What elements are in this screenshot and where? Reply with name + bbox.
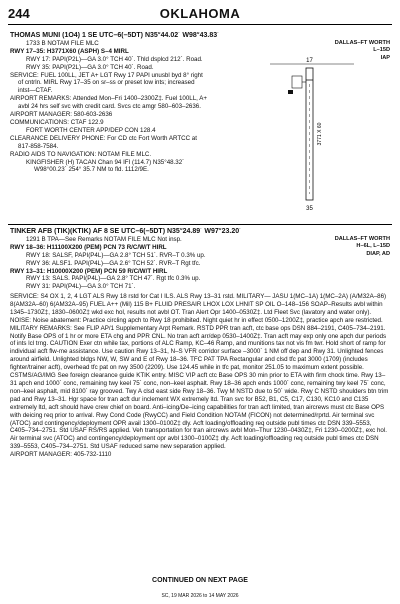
chart-ref: L–15D	[373, 47, 390, 54]
runway-line: RWY 17–35: H3771X60 (ASPH) S–4 MIRL	[10, 47, 129, 55]
building	[288, 90, 293, 94]
airport-title: TINKER AFB (TIK)(KTIK) AF 8 SE UTC–6(–5DT) N35°24.89´ W97°23.20´	[10, 228, 242, 235]
runway-end: RWY 36: ALSF1. PAPI(P4L)—GA 2.6° TCH 52´. RVR–T Rgt tfc.	[26, 259, 201, 267]
entry-separator	[8, 224, 392, 225]
remarks-line: AIRPORT REMARKS: Attended Mon–Fri 1400–2300Z‡. Fuel 100LL, A+	[10, 95, 208, 103]
airport-diagram	[268, 54, 356, 214]
elevation-line: 1291 B TPA—See Remarks NOTAM FILE MLC Not insp.	[26, 235, 182, 243]
state-title: OKLAHOMA	[159, 6, 241, 21]
apron	[292, 76, 302, 88]
comm-line: COMMUNICATIONS: CTAF 122.9	[10, 118, 104, 126]
navaid-line: W98°00.23´ 254° 35.7 NM to fld. 1112/9E.	[34, 166, 149, 174]
comm-line: FORT WORTH CENTER APP/DEP CON 128.4	[26, 126, 156, 134]
service-line: SERVICE: FUEL 100LL, JET A+ LGT Rwy 17 PAPI unusbl byd 8° right	[10, 71, 203, 79]
service-paragraph: SERVICE: S4 OX 1, 2, 4 LGT ALS Rwy 18 rstd for Cat I ILS. ALS Rwy 13–31 rstd. MILITARY— JASU 1(MC–1A) 1(MC–2A) (A/M32A–86) 8(AM32A–60) 6(AM32A–95) FUEL A++ (Mil) 115 B+ FLUID PRESAIR LHOX LOX LHNIT SP OIL O–148–156 SOAP–Results avbl within 1345–1730Z‡, 1830–0600Z‡ wkd exc hol, results not avbl OT. Tran Alert Opr 1400–0530Z‡. Ltd Fleet Svc (lavatory and water only).	[10, 293, 387, 316]
service-line: of cntrln. MIRL Rwy 17–35 on sr–ss or preset low ints; increased	[18, 79, 195, 87]
runway-line: RWY 18–36: H11100X200 (PEM) PCN 73 R/C/W/T HIRL	[10, 243, 167, 251]
runway-number-35: 35	[306, 206, 313, 212]
runway-end: RWY 13: SALS. PAPI(P4L)—GA 2.8° TCH 47´. Rgt tfc 0.3% up.	[26, 275, 201, 283]
chart-ref: DIAP, AD	[366, 250, 390, 257]
elevation-line: 1733 B NOTAM FILE MLC	[26, 39, 99, 47]
military-remarks-paragraph: MILITARY REMARKS: See FLIP AP/1 Supplementary Arpt Remark. RSTD PPR tran acft, ctc base ops DSN 884–2191, C405–734–2191. Notify Base OPS of 1 hr or more ETA chg and PPR CNL. No tran acft arr/dep 0530–1400Z‡. Tran acft may exp only one apch dur periods of ints lcl trng. CAUTION Exer ctn while tax, portions of ALC Ramp, KC–46 Ramp, and munitions tax not vis fm twr. Hold short of ramp for individual acft flw-me assistance. Use caution Rwy 13–31, N–S VFR corridor surface –3000´ 1 NM off dep and Rwy 31. Unlighted fences around airfield. Unlighted bldgs NW, W, SW and E of Rwy 18–36. TFC PAT TPA Rectangular and clsd tfc pat 3000 (1709) (includes fighter/trainer acft), overhead tfc pat on rwy 3500 (2209). Use 124.45 while in tfc pat, monitor 251.05 to maximum extent possible. CSTMS/AG/IMG See foreign clearance guide KTIK entry. MISC VIP acft ctc Base OPS 30 min prior to ETA with firm chock time. Rwy 13–31 apch end 1000´ conc, remaining twy keel 75´ conc, non–keel asphalt. Rwy 18–36 apch ends 1000´ conc, remaining twy keel 75´ conc, non–keel asphalt, mid 8100´ ray grooved. Twy A clsd east side Rwy 18–36. Twy M NSTD due to 50´ wide. Rwy C NSTD shoulders btn trim pad and Rwy 13–31. Hgr space for tran acft dur inclement WX extremely ltd. Tran svc for B52, B1, C5, C17, C130, KC10 and C135 extremely ltd, acft should have crew chief on board. Anti–icing/De–icing capabilities for tran acft limited, tran aircrews must ctc Base OPS with deicing req prior to arrival. Rwy Cond Code (RwyCC) and Field Condition NOTAM (FICON) not determined/rprtd. Air terminal svc (ATOC) and contingency/deployment OPR avail 1300–0100Z‡ dly. Acft loading/offloading req outside publ times ctc DSN 339–5553, C405–734–2751. Std USAF RS/RS applied. Veh transportation for tran aircrews avbl Mon–Thur 1230–0430Z‡, Fri 1230–0200Z‡, exc hol. Air terminal svc (ATOC) and contingency/deployment opr avbl 1300–0100Z‡ dly. Acft loading/offloading req outside publ times ctc DSN 339–5553, C405–734–2751. Std USAF reduced same new separation applied.	[10, 324, 389, 451]
navaid-line: RADIO AIDS TO NAVIGATION: NOTAM FILE MLC.	[10, 150, 152, 158]
manager-line: AIRPORT MANAGER: 405-732-1110	[10, 451, 112, 459]
remarks-line: avbl 24 hrs self svc with credit card. Svcs ctc amgr 580–603–2636.	[18, 103, 201, 111]
chart-ref: DALLAS–FT WORTH	[334, 40, 390, 46]
runway-line: RWY 13–31: H10000X200 (PEM) PCN 59 R/C/W/T HIRL	[10, 267, 168, 275]
noise-paragraph: NOISE: Noise abatement: Practice circling apch to Rwy 18 prohibited. Night quiet hr in effect 0500–1200Z‡, practice apch are restricted.	[10, 316, 383, 324]
runway-dimensions: 3771 X 60	[317, 122, 323, 146]
clearance-line: CLEARANCE DELIVERY PHONE: For CD ctc Fort Worth ARTCC at	[10, 134, 197, 142]
effective-dates: SC, 19 MAR 2026 to 14 MAY 2026	[161, 593, 239, 599]
navaid-line: KINGFISHER (H) TACAN Chan 94 IFI (114.7) N35°48.32´	[26, 158, 185, 166]
thomas-muni-entry	[10, 32, 268, 174]
airport-title: THOMAS MUNI (1O4) 1 SE UTC–6(–5DT) N35°44.02´ W98°43.83´	[10, 32, 220, 39]
page-header	[8, 6, 392, 26]
clearance-line: 817-858-7584.	[18, 142, 59, 150]
runway-end: RWY 17: PAPI(P2L)—GA 3.0° TCH 40´. Thld dsplcd 212´. Road.	[26, 55, 203, 63]
manager-line: AIRPORT MANAGER: 580-603-2636	[10, 111, 113, 119]
chart-ref: IAP	[380, 54, 390, 61]
runway-end: RWY 18: SALSF, PAPI(P4L)—GA 2.8° TCH 51´. RVR–T 0.3% up.	[26, 251, 206, 259]
chart-ref: DALLAS–FT WORTH	[334, 236, 390, 242]
continued-notice: CONTINUED ON NEXT PAGE	[152, 577, 248, 584]
service-line: intst—CTAF.	[18, 87, 53, 95]
page-number: 244	[8, 6, 30, 21]
runway-end: RWY 31: PAPI(P4L)—GA 3.0° TCH 71´.	[26, 283, 136, 291]
header-rule	[8, 24, 392, 25]
runway-number-17: 17	[306, 58, 313, 64]
tinker-chart-refs	[335, 236, 390, 258]
runway-end: RWY 35: PAPI(P2L)—GA 3.0° TCH 40´. Road.	[26, 63, 154, 71]
chart-ref: H–6L, L–15D	[356, 243, 390, 250]
tinker-afb-entry	[10, 228, 310, 291]
tinker-afb-remarks	[10, 293, 390, 459]
